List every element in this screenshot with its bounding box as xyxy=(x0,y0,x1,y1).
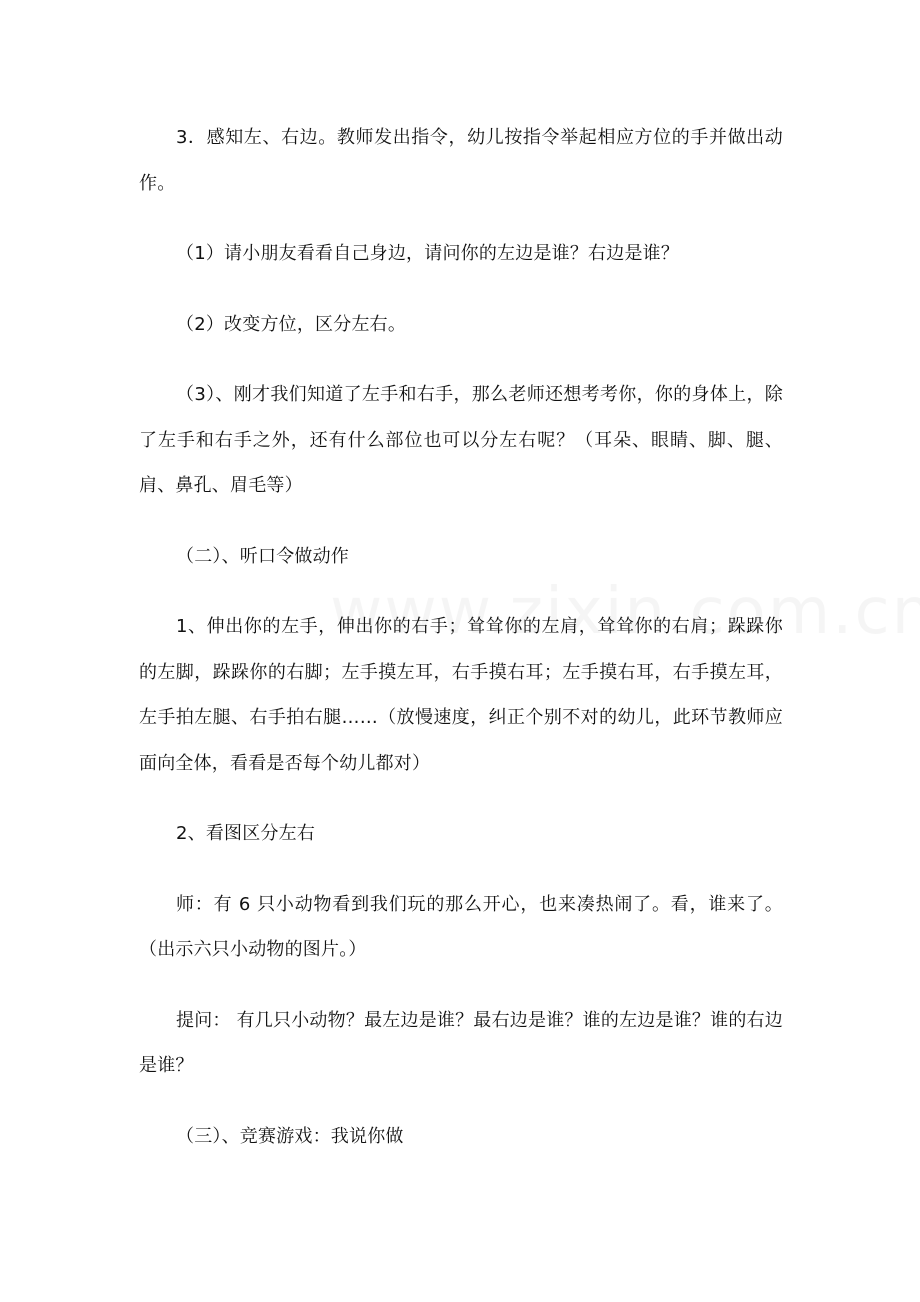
paragraph-questions: 提问： 有几只小动物？最左边是谁？最右边是谁？谁的左边是谁？谁的右边是谁？ xyxy=(139,1009,783,1076)
paragraph-picture-left-right: 2、看图区分左右 xyxy=(176,823,316,844)
paragraph-change-position: （2）改变方位，区分左右。 xyxy=(176,313,407,335)
paragraph-body-parts: （3）、刚才我们知道了左手和右手，那么老师还想考考你，你的身体上，除了左手和右手之外，还有什么部位也可以分左右呢？（耳朵、眼睛、脚、腿、肩、鼻孔、眉毛等） xyxy=(139,384,783,496)
document-body xyxy=(139,115,783,1184)
paragraph-question-neighbors: （1）请小朋友看看自己身边，请问你的左边是谁？右边是谁？ xyxy=(176,243,680,264)
paragraph-sense-left-right: 3．感知左、右边。教师发出指令，幼儿按指令举起相应方位的手并做出动作。 xyxy=(139,127,783,194)
section-heading-listen-commands: （二）、听口令做动作 xyxy=(176,545,349,567)
paragraph-command-actions: 1、伸出你的左手，伸出你的右手；耸耸你的左肩，耸耸你的右肩；跺跺你的左脚，跺跺你的右脚；左手摸左耳，右手摸右耳；左手摸右耳，右手摸左耳，左手拍左腿、右手拍右腿……（放慢速度，纠正个别不对的幼儿，此环节教师应面向全体，看看是否每个幼儿都对） xyxy=(139,616,783,774)
paragraph-teacher-animals: 师：有 6 只小动物看到我们玩的那么开心，也来凑热闹了。看，谁来了。（出示六只小动物的图片。） xyxy=(139,893,783,960)
section-heading-game: （三）、竞赛游戏：我说你做 xyxy=(176,1125,404,1147)
